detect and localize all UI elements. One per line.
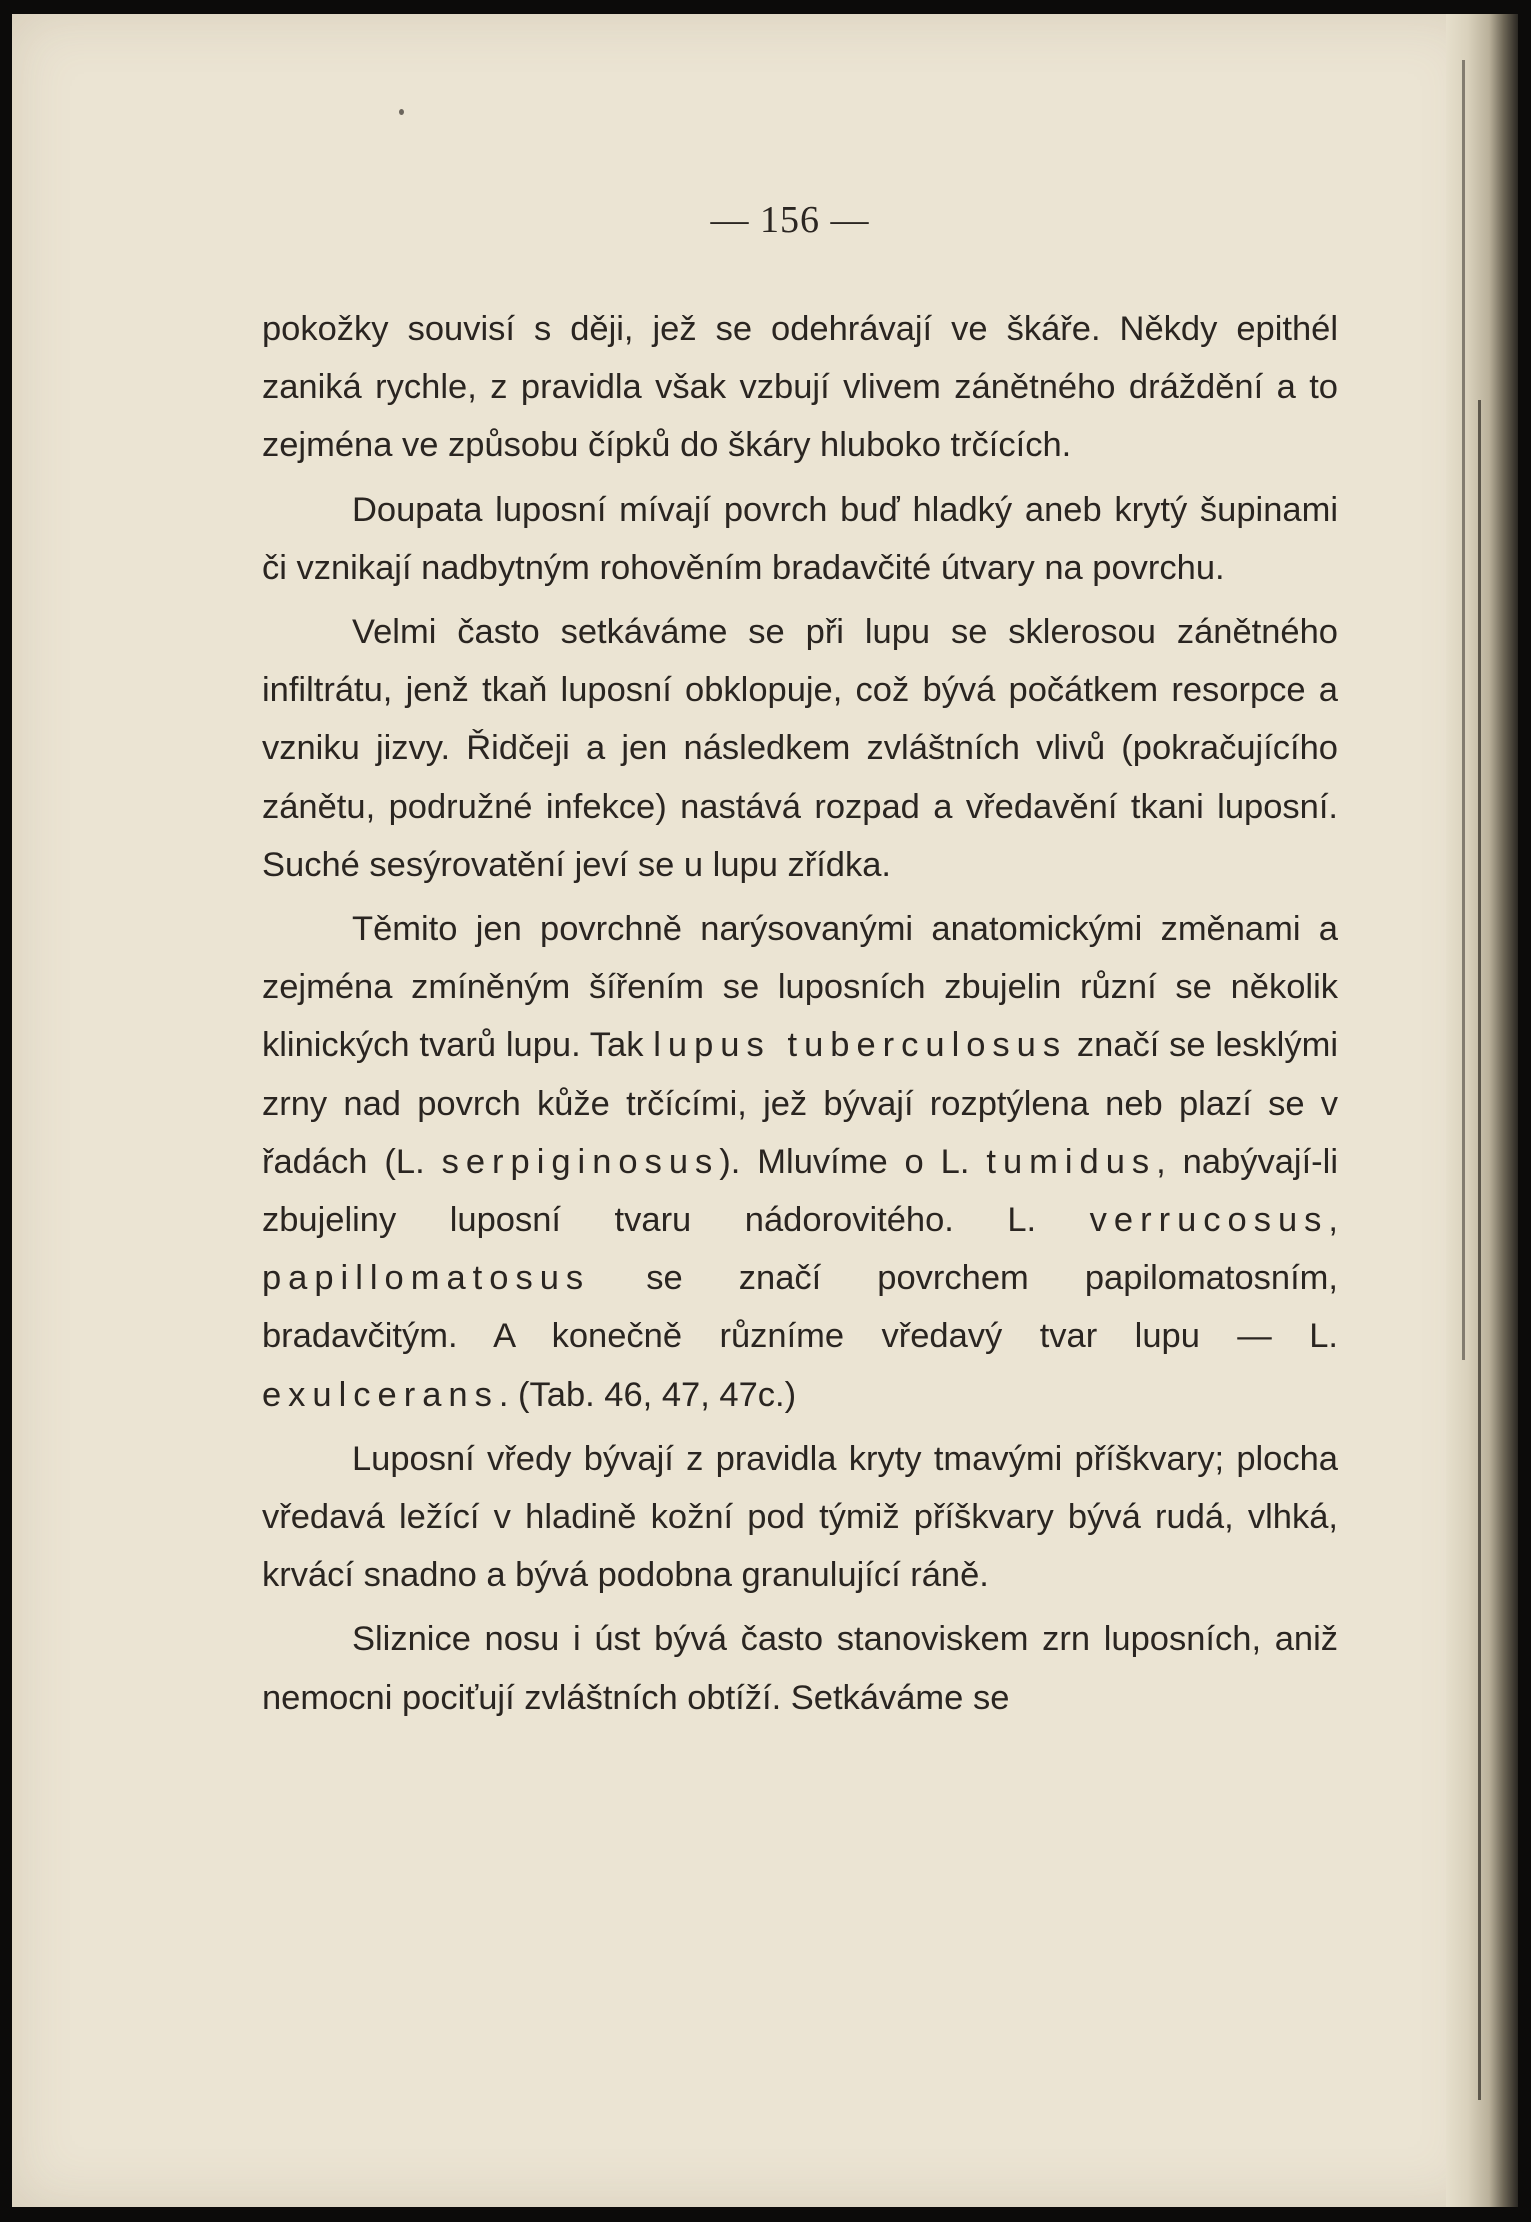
text-run: značí se lesklými zrny nad povrch kůže trčícími, jež bývají rozptýlena neb plazí se v řadách (L. — [262, 1026, 1338, 1181]
text-run: pokožky souvisí s ději, jež se odehrávají ve škáře. Někdy epithél zaniká rychle, z pravidla však vzbují vlivem zánětného dráždění a to zejména ve způsobu čípků do škáry hluboko trčících. — [262, 310, 1338, 465]
emphasized-term: tumidus — [986, 1142, 1157, 1181]
emphasized-term: verrucosus — [1089, 1201, 1329, 1240]
text-run: Velmi často setkáváme se při lupu se sklerosou zánětného infiltrátu, jenž tkaň luposní obklopuje, což bývá počátkem resorpce a vzniku jizvy. Řidčeji a jen následkem zvláštních vlivů (pokračujícího zánětu, podružné infekce) nastává rozpad a vředavění tkani luposní. Suché sesýrovatění jeví se u lupu zřídka. — [262, 613, 1338, 884]
page-edge-shadow — [1446, 14, 1518, 2207]
edge-line-1 — [1462, 60, 1465, 1360]
page-number: — 156 — — [710, 199, 870, 241]
body-text — [262, 300, 1338, 1727]
emphasized-term: serpiginosus — [441, 1142, 720, 1181]
text-run: Těmito jen povrchně narýsovanými anatomickými změnami a zejména zmíněným šířením se luposních zbujelin různí se několik klinických tvarů lupu. Tak — [262, 910, 1338, 1065]
paragraph-1 — [262, 300, 1338, 475]
text-run: se značí povrchem papilomatosním, bradavčitým. A konečně různíme vředavý tvar lupu — L. — [262, 1259, 1338, 1356]
text-run: Luposní vředy bývají z pravidla kryty tmavými příškvary; plocha vředavá ležící v hladině kožní pod týmiž příškvary bývá rudá, vlhká, krvácí snadno a bývá podobna granulující ráně. — [262, 1439, 1338, 1595]
emphasized-term: lupus tuberculosus — [653, 1026, 1068, 1065]
paragraph-2 — [262, 481, 1338, 597]
text-run: . (Tab. 46, 47, 47c.) — [498, 1375, 797, 1414]
paragraph-4 — [262, 900, 1338, 1424]
edge-line-2 — [1478, 400, 1481, 2100]
text-run: , nabývají-li zbujeliny luposní tvaru nádorovitého. L. — [262, 1142, 1338, 1240]
paragraph-3 — [262, 603, 1338, 894]
emphasized-term: papillomatosus — [262, 1259, 591, 1298]
text-run: , — [1328, 1201, 1338, 1240]
paragraph-5 — [262, 1430, 1338, 1605]
ink-speck — [399, 109, 404, 115]
paragraph-6 — [262, 1610, 1338, 1726]
text-run: Doupata luposní mívají povrch buď hladký aneb krytý šupinami či vznikají nadbytným rohověním bradavčité útvary na povrchu. — [262, 490, 1338, 587]
emphasized-term: exulcerans — [262, 1375, 499, 1414]
text-run: Sliznice nosu i úst bývá často stanoviskem zrn luposních, aniž nemocni pociťují zvláštních obtíží. Setkáváme se — [262, 1620, 1338, 1717]
text-run: ). Mluvíme o L. — [719, 1142, 987, 1181]
